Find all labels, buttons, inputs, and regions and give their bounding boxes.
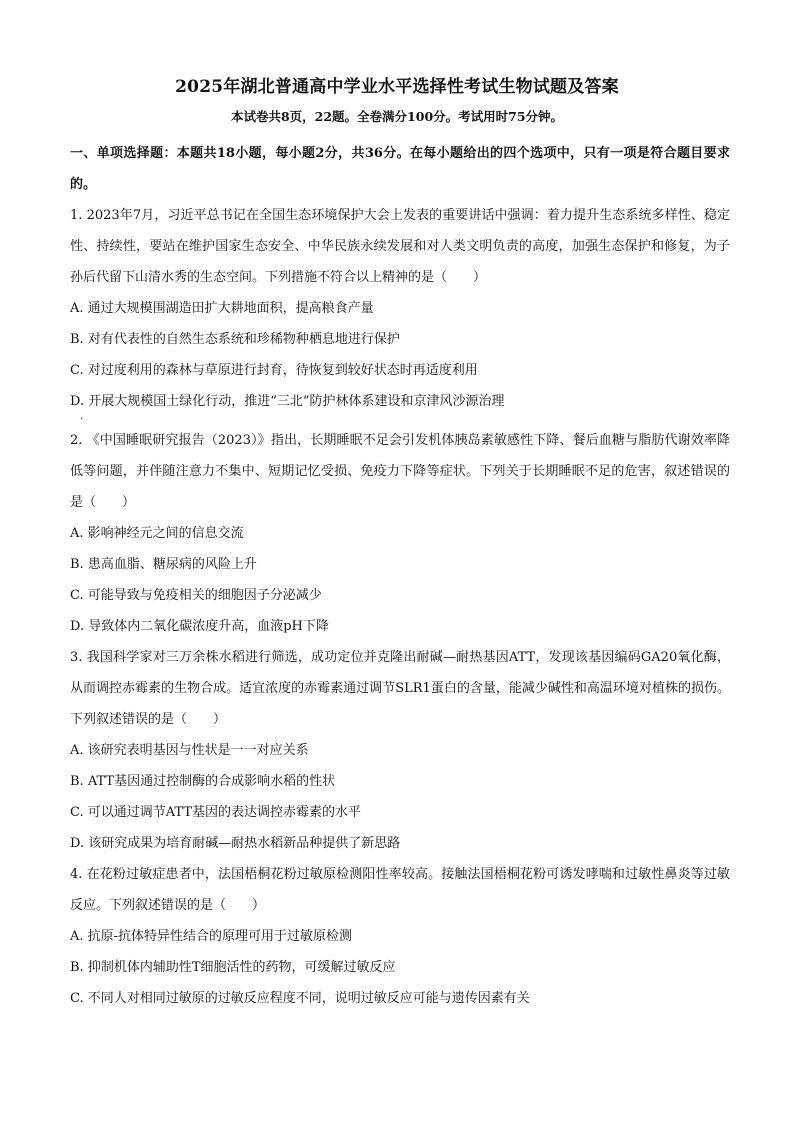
question-stem: 1. 2023年7月，习近平总书记在全国生态环境保护大会上发表的重要讲话中强调：着力提升生态系统多样性、稳定性、持续性，要站在维护国家生态安全、中华民族永续发展和对人类文明负责的高度，加强生态保护和修复，为子孙后代留下山清水秀的生态空间。下列措施不符合以上精神的是（ ） [70, 208, 730, 285]
option-b: B. 对有代表性的自然生态系统和珍稀物种栖息地进行保护 [70, 332, 400, 347]
option-c: C. 不同人对相同过敏原的过敏反应程度不同，说明过敏反应可能与遗传因素有关 [70, 991, 530, 1006]
question-2 [70, 425, 730, 642]
question-1 [70, 200, 730, 425]
option-a: A. 通过大规模围湖造田扩大耕地面积，提高粮食产量 [70, 301, 374, 316]
option-a: A. 该研究表明基因与性状是一一对应关系 [70, 743, 309, 758]
option-d: D. 开展大规模国土绿化行动，推进“三北”防护林体系建设和京津风沙源治理 [70, 394, 505, 409]
option-d: D. 该研究成果为培育耐碱—耐热水稻新品种提供了新思路 [70, 836, 401, 851]
option-c: C. 对过度利用的森林与草原进行封育，待恢复到较好状态时再适度利用 [70, 363, 478, 378]
document-title: 2025年湖北普通高中学业水平选择性考试生物试题及答案 [175, 77, 619, 97]
option-c: C. 可以通过调节ATT基因的表达调控赤霉素的水平 [70, 805, 362, 820]
option-b: B. 抑制机体内辅助性T细胞活性的药物，可缓解过敏反应 [70, 960, 396, 975]
question-3 [70, 642, 730, 859]
question-4 [70, 859, 730, 1014]
option-a: A. 影响神经元之间的信息交流 [70, 526, 244, 541]
stray-dot-mark: · [80, 414, 84, 425]
question-stem: 3. 我国科学家对三万余株水稻进行筛选，成功定位并克隆出耐碱—耐热基因ATT，发现该基因编码GA20氧化酶，从而调控赤霉素的生物合成。适宜浓度的赤霉素通过调节SLR1蛋白的含量，能减少碱性和高温环境对植株的损伤。下列叙述错误的是（ ） [70, 650, 730, 727]
question-stem: 4. 在花粉过敏症患者中，法国梧桐花粉过敏原检测阳性率较高。接触法国梧桐花粉可诱发哮喘和过敏性鼻炎等过敏反应。下列叙述错误的是（ ） [70, 867, 730, 913]
option-d: D. 导致体内二氧化碳浓度升高，血液pH下降 [70, 619, 329, 634]
question-stem: 2. 《中国睡眠研究报告（2023）》指出，长期睡眠不足会引发机体胰岛素敏感性下降、餐后血糖与脂肪代谢效率降低等问题，并伴随注意力不集中、短期记忆受损、免疫力下降等症状。下列关于长期睡眠不足的危害，叙述错误的是（ ） [70, 433, 730, 510]
option-b: B. ATT基因通过控制酶的合成影响水稻的性状 [70, 774, 336, 789]
option-a: A. 抗原-抗体特异性结合的原理可用于过敏原检测 [70, 929, 353, 944]
option-b: B. 患高血脂、糖尿病的风险上升 [70, 557, 257, 572]
option-c: C. 可能导致与免疫相关的细胞因子分泌减少 [70, 588, 322, 603]
questions [70, 200, 730, 1014]
exam-info: 本试卷共8页，22题。全卷满分100分。考试用时75分钟。 [230, 109, 564, 124]
section-heading: 一、单项选择题：本题共18小题，每小题2分，共36分。在每小题给出的四个选项中，只有一项是符合题目要求的。 [70, 146, 730, 192]
